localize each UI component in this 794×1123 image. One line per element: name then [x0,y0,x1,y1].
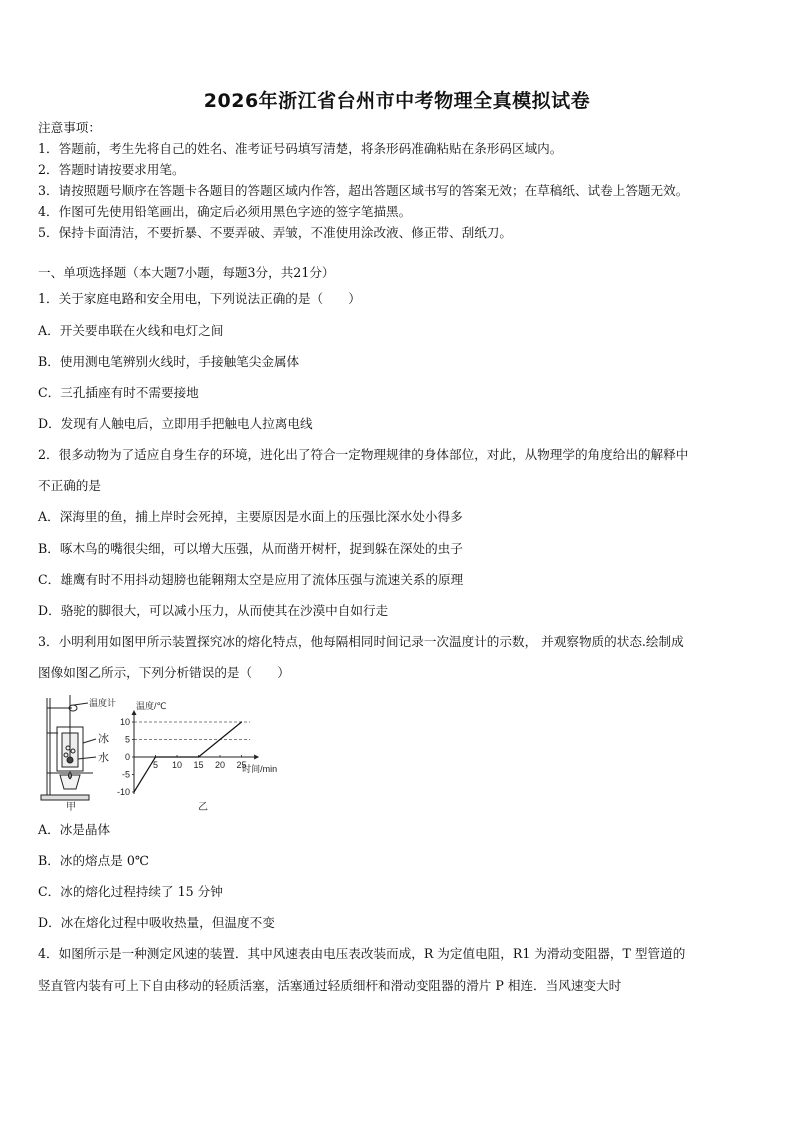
y-tick-label: 0 [124,752,130,762]
chart-guides [134,722,250,740]
y-tick-label: -5 [121,769,130,780]
figure-yi-caption: 乙 [198,802,208,813]
question-1-option-d: D．发现有人触电后，立即用手把触电人拉离电线 [38,416,313,431]
question-3-option-a: A．冰是晶体 [38,822,111,837]
question-3-stem-cont: 图像如图乙所示，下列分析错误的是（ ） [38,665,290,680]
temperature-time-chart [117,700,277,797]
thermometer-label: 温度计 [89,698,117,708]
question-2-option-b: B．啄木鸟的嘴很尖细，可以增大压强，从而凿开树杆，捉到躲在深处的虫子 [38,541,463,556]
question-2-option-d: D．骆驼的脚很大，可以减小压力，从而使其在沙漠中自如行走 [38,603,389,618]
question-2-option-c: C．雄鹰有时不用抖动翅膀也能翱翔太空是应用了流体压强与流速关系的原理 [38,572,464,587]
question-1-option-a: A．开关要串联在火线和电灯之间 [38,323,224,338]
question-3-option-d: D．冰在熔化过程中吸收热量，但温度不变 [38,915,275,930]
notice-item: 3．请按照题号顺序在答题卡各题目的答题区域内作答，超出答题区域书写的答案无效；在草稿纸、试卷上答题无效。 [38,183,689,198]
question-3-figure [38,693,308,813]
x-axis-arrow [254,755,259,760]
notice-item: 5．保持卡面清洁，不要折暴、不要弄破、弄皱，不准使用涂改液、修正带、刮纸刀。 [38,225,512,240]
question-3-option-c: C．冰的熔化过程持续了 15 分钟 [38,884,223,899]
notice-item: 1．答题前，考生先将自己的姓名、准考证号码填写清楚，将条形码准确粘贴在条形码区域内。 [38,141,563,156]
ice-label: 冰 [98,733,109,745]
question-3-option-b: B．冰的熔点是 0℃ [38,853,149,868]
data-point [241,721,242,722]
x-tick-label: 25 [236,760,247,770]
question-4-stem: 4．如图所示是一种测定风速的装置．其中风速表由电压表改装而成，R 为定值电阻，R1 为滑动变阻器，T 型管道的 [38,946,686,961]
question-2-option-a: A．深海里的鱼，捕上岸时会死掉，主要原因是水面上的压强比深水处小得多 [38,509,463,524]
y-tick-label: -10 [116,787,130,797]
y-axis-label: 温度/℃ [136,701,167,711]
data-point [155,756,156,757]
x-tick-label: 5 [152,760,159,770]
x-tick-label: 20 [214,760,226,770]
y-tick-label: 10 [119,717,130,727]
question-1-option-c: C．三孔插座有时不需要接地 [38,385,199,400]
question-3-stem: 3．小明利用如图甲所示装置探究冰的熔化特点，他每隔相同时间记录一次温度计的示数， 并观察物质的状态.绘制成 [38,634,684,649]
y-tick-label: 5 [124,734,130,745]
x-tick-label: 10 [171,760,183,770]
data-point [198,756,199,757]
x-tick-label: 15 [193,760,204,770]
notice-heading: 注意事项： [38,120,101,135]
page-title: 2026年浙江省台州市中考物理全真模拟试卷 [203,90,591,112]
question-1-stem: 1．关于家庭电路和安全用电，下列说法正确的是（ ） [38,291,361,306]
x-axis-label: 时间/min [242,764,278,774]
figure-jia-caption: 甲 [66,802,76,813]
question-1-option-b: B．使用测电笔辨别火线时，手接触笔尖金属体 [38,354,300,369]
apparatus-illustration [41,695,96,800]
notice-item: 4．作图可先使用铅笔画出，确定后必须用黑色字迹的签字笔描黑。 [38,204,412,219]
water-label: 水 [98,752,109,764]
question-2-stem: 2．很多动物为了适应自身生存的环境，进化出了符合一定物理规律的身体部位，对此，从物理学的角度给出的解释中 [38,447,689,462]
notice-item: 2．答题时请按要求用笔。 [38,162,185,177]
section-heading: 一、单项选择题（本大题7小题，每题3分，共21分） [38,265,335,280]
data-point [133,791,134,792]
question-2-stem-cont: 不正确的是 [38,478,101,493]
question-4-stem-cont: 竖直管内装有可上下自由移动的轻质活塞，活塞通过轻质细杆和滑动变阻器的滑片 P 相连．当风速变大时 [38,978,622,993]
